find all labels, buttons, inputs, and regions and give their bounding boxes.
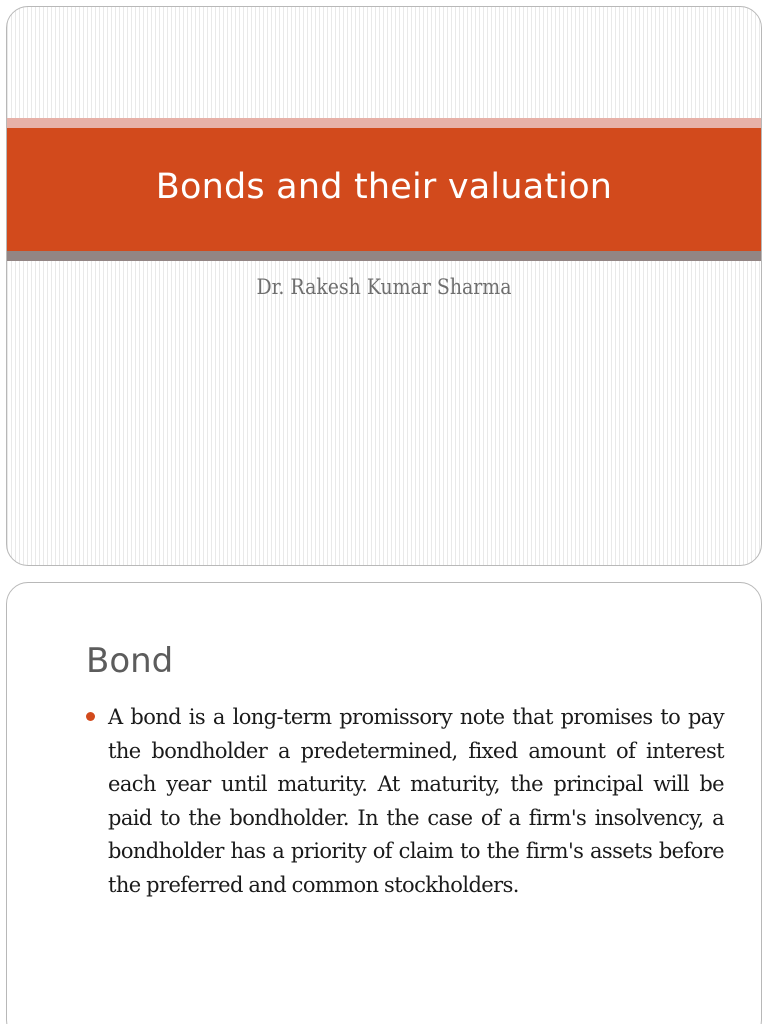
slide-heading: Bond — [86, 641, 174, 681]
slide-subtitle: Dr. Rakesh Kumar Sharma — [256, 275, 512, 299]
slide-title: Bonds and their valuation — [155, 166, 613, 207]
bullet-item — [86, 701, 724, 902]
content-slide — [6, 582, 762, 1024]
title-slide — [6, 6, 762, 566]
bullet-icon — [86, 712, 95, 721]
title-top-stripe — [7, 118, 761, 128]
title-bottom-stripe — [7, 251, 761, 261]
title-band — [7, 128, 761, 251]
bullet-text: A bond is a long-term promissory note that promises to pay the bondholder a predetermined, fixed amount of interest each year until maturity. At maturity, the principal will be paid to the bondholder. In the case of a firm's insolvency, a bondholder has a priority of claim to the firm's assets before the preferred and common stockholders. — [108, 705, 724, 897]
